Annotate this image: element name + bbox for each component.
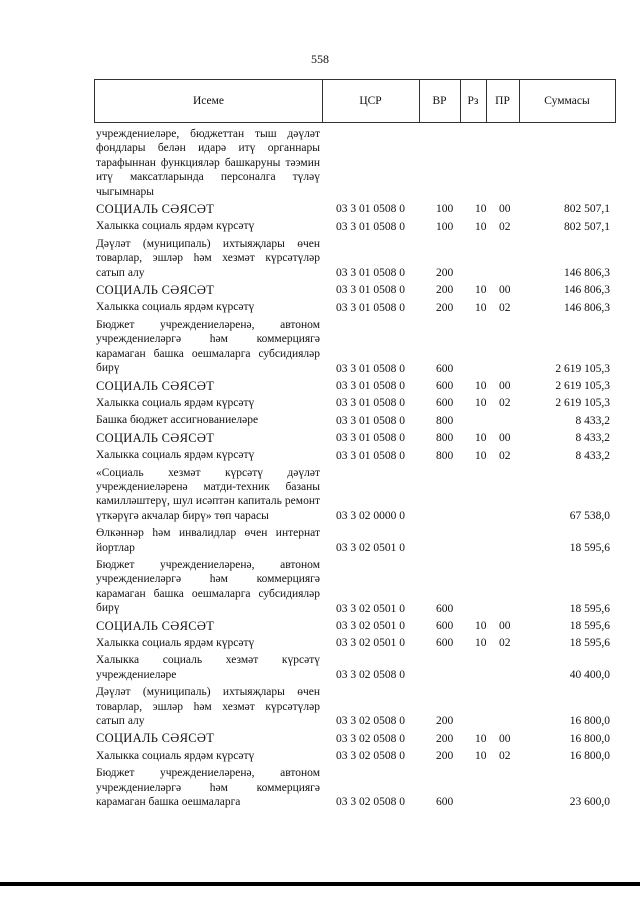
row-name: СОЦИАЛЬ СӘЯСӘТ [96, 283, 215, 298]
row-sum: 8 433,2 [575, 432, 610, 445]
header-vr: ВР [419, 80, 461, 122]
row-sum: 18 595,6 [569, 541, 610, 554]
table-row [0, 318, 640, 376]
header-name: Исеме [95, 80, 323, 122]
row-pr: 02 [499, 637, 511, 650]
row-name: Халыкка социаль ярдәм күрсәтү [96, 396, 255, 409]
row-rz: 10 [475, 637, 487, 650]
row-name: Халыкка социаль ярдәм күрсәтү [96, 637, 255, 649]
table-row [0, 413, 640, 427]
row-name: «Социаль хезмәт күрсәтү дәүләт учреждениеләренә матди-техник базаны камилләштерү, шул исәптән капиталь ремонт үткәрүгә акчалар бирү» төп чарасы [96, 466, 320, 522]
row-name: СОЦИАЛЬ СӘЯСӘТ [96, 430, 215, 445]
row-pr: 02 [499, 449, 511, 462]
row-csr: 03 3 01 0508 0 [336, 284, 405, 297]
row-sum: 802 507,1 [564, 203, 610, 216]
row-pr: 02 [499, 750, 511, 763]
header-pr: ПР [486, 80, 520, 122]
row-rz: 10 [475, 432, 487, 445]
row-vr: 100 [436, 203, 454, 216]
row-pr: 00 [499, 203, 511, 216]
row-sum: 2 619 105,3 [555, 362, 610, 375]
table-row [0, 237, 640, 280]
row-csr: 03 3 01 0508 0 [336, 203, 405, 216]
row-rz: 10 [475, 301, 487, 314]
row-name: Бюджет учреждениеләренә, автоном учреждениеләргә һәм коммерциягә карамаган башка оешмаларга субсидияләр бирү [96, 318, 320, 375]
row-rz: 10 [475, 449, 487, 462]
row-pr: 02 [499, 397, 511, 410]
table-row [0, 448, 640, 462]
row-vr: 600 [436, 796, 454, 809]
table-body [0, 124, 640, 809]
row-vr: 600 [436, 620, 454, 632]
row-csr: 03 3 01 0508 0 [336, 362, 405, 375]
table-row [0, 127, 640, 199]
row-csr: 03 3 01 0508 0 [336, 220, 405, 233]
row-vr: 200 [436, 267, 454, 280]
row-rz: 10 [475, 750, 487, 763]
row-sum: 40 400,0 [569, 669, 610, 682]
table-row [0, 379, 640, 393]
row-name: СОЦИАЛЬ СӘЯСӘТ [96, 378, 215, 393]
header-sum: Суммасы [544, 95, 590, 107]
row-csr: 03 3 02 0000 0 [336, 510, 405, 523]
table-row [0, 766, 640, 809]
row-sum: 146 806,3 [564, 301, 610, 314]
row-csr: 03 3 02 0508 0 [336, 796, 405, 809]
row-vr: 200 [436, 284, 454, 297]
table-row [0, 731, 640, 745]
row-name: учреждениеләре, бюджеттан тыш дәүләт фондлары белән идарә итү органнары тарафыннан функцияләр башкаруны тәэмин итү максатларында персоналга түләү чыгымнары [96, 128, 320, 198]
table-row [0, 396, 640, 410]
row-csr: 03 3 01 0508 0 [336, 432, 405, 445]
row-vr: 600 [436, 362, 454, 375]
row-name: Дәүләт (муниципаль) ихтыяҗлары өчен товарлар, эшләр һәм хезмәт күрсәтүләр сатып алу [96, 237, 320, 279]
row-name: Халыкка социаль ярдәм күрсәтү [96, 301, 255, 314]
page-bottom-bar [0, 882, 640, 886]
row-csr: 03 3 01 0508 0 [336, 397, 405, 410]
table-row [0, 202, 640, 216]
table-row [0, 558, 640, 616]
row-pr: 00 [499, 284, 511, 297]
row-name: СОЦИАЛЬ СӘЯСӘТ [96, 618, 215, 633]
row-vr: 600 [436, 602, 454, 615]
row-vr: 200 [436, 732, 454, 745]
row-name: Халыкка социаль хезмәт күрсәтү учреждениеләре [96, 654, 320, 681]
row-name: Башка бюджет ассигнованиеләре [96, 414, 259, 427]
row-csr: 03 3 01 0508 0 [336, 267, 405, 280]
row-sum: 18 595,6 [569, 620, 610, 632]
row-rz: 10 [475, 620, 487, 632]
row-vr: 100 [436, 220, 454, 233]
row-rz: 10 [475, 379, 487, 392]
row-csr: 03 3 02 0501 0 [336, 637, 405, 650]
row-sum: 16 800,0 [569, 732, 610, 745]
row-pr: 00 [499, 432, 511, 445]
row-vr: 800 [436, 414, 454, 427]
table-header [94, 79, 616, 123]
header-rz: Рз [460, 80, 487, 122]
row-rz: 10 [475, 220, 487, 233]
row-sum: 8 433,2 [575, 449, 610, 462]
row-csr: 03 3 02 0508 0 [336, 732, 405, 745]
row-vr: 200 [436, 750, 454, 763]
row-name: Өлкәннәр һәм инвалидлар өчен интернат йортлар [96, 527, 320, 554]
row-csr: 03 3 01 0508 0 [336, 414, 405, 427]
row-vr: 200 [436, 715, 454, 728]
table-row [0, 300, 640, 314]
row-vr: 600 [436, 379, 454, 392]
table-row [0, 466, 640, 524]
row-sum: 16 800,0 [569, 750, 610, 763]
row-pr: 00 [499, 379, 511, 392]
table-row [0, 219, 640, 233]
row-name: СОЦИАЛЬ СӘЯСӘТ [96, 202, 215, 217]
row-pr: 00 [499, 732, 511, 745]
row-csr: 03 3 01 0508 0 [336, 301, 405, 314]
row-sum: 146 806,3 [564, 284, 610, 297]
row-sum: 8 433,2 [575, 414, 610, 427]
row-rz: 10 [475, 732, 487, 745]
table-row [0, 749, 640, 763]
row-rz: 10 [475, 397, 487, 410]
row-name: Бюджет учреждениеләренә, автоном учреждениеләргә һәм коммерциягә карамаган башка оешмаларга [96, 767, 320, 809]
table-row [0, 431, 640, 445]
table-row [0, 526, 640, 555]
row-pr: 00 [499, 620, 511, 632]
row-vr: 600 [436, 397, 454, 410]
row-csr: 03 3 02 0508 0 [336, 669, 405, 682]
row-sum: 802 507,1 [564, 220, 610, 233]
row-csr: 03 3 01 0508 0 [336, 379, 405, 392]
row-sum: 67 538,0 [569, 510, 610, 523]
table-row [0, 283, 640, 297]
row-sum: 16 800,0 [569, 715, 610, 728]
row-sum: 146 806,3 [564, 267, 610, 280]
row-pr: 02 [499, 220, 511, 233]
row-vr: 800 [436, 449, 454, 462]
row-csr: 03 3 02 0501 0 [336, 602, 405, 615]
page-number: 558 [311, 52, 329, 66]
row-name: Халыкка социаль ярдәм күрсәтү [96, 749, 255, 762]
table-row [0, 685, 640, 728]
row-vr: 200 [436, 301, 454, 314]
row-rz: 10 [475, 203, 487, 216]
row-name: Дәүләт (муниципаль) ихтыяҗлары өчен товарлар, эшләр һәм хезмәт күрсәтүләр сатып алу [96, 686, 320, 728]
header-csr: ЦСР [322, 80, 420, 122]
row-sum: 18 595,6 [569, 602, 610, 615]
row-sum: 23 600,0 [569, 796, 610, 809]
row-csr: 03 3 02 0501 0 [336, 541, 405, 554]
row-rz: 10 [475, 284, 487, 297]
row-vr: 600 [436, 637, 454, 650]
row-name: Халыкка социаль ярдәм күрсәтү [96, 220, 255, 233]
row-sum: 2 619 105,3 [555, 379, 610, 392]
row-csr: 03 3 02 0508 0 [336, 715, 405, 728]
row-name: Халыкка социаль ярдәм күрсәтү [96, 449, 255, 462]
row-name: СОЦИАЛЬ СӘЯСӘТ [96, 731, 215, 746]
row-vr: 800 [436, 432, 454, 445]
table-row [0, 619, 640, 633]
table-row [0, 636, 640, 650]
table-row [0, 653, 640, 682]
row-pr: 02 [499, 301, 511, 314]
row-name: Бюджет учреждениеләренә, автоном учреждениеләргә һәм коммерциягә карамаган башка оешмаларга субсидияләр бирү [96, 558, 320, 615]
row-sum: 2 619 105,3 [555, 397, 610, 410]
row-csr: 03 3 01 0508 0 [336, 449, 405, 462]
row-csr: 03 3 02 0501 0 [336, 620, 405, 632]
row-sum: 18 595,6 [569, 637, 610, 650]
row-csr: 03 3 02 0508 0 [336, 750, 405, 763]
